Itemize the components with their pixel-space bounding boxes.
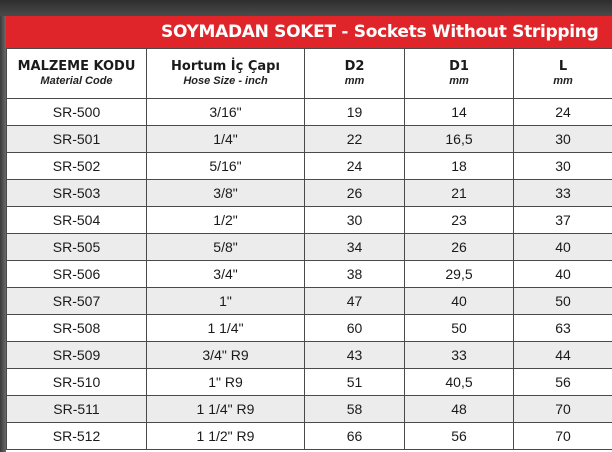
table-row bbox=[7, 369, 612, 396]
column-header-label: Hortum İç Çapı bbox=[171, 59, 280, 74]
cell-d1: 18 bbox=[405, 153, 514, 180]
cell-l: 37 bbox=[514, 207, 612, 234]
cell-material-code: SR-501 bbox=[7, 126, 147, 153]
cell-material-code: SR-511 bbox=[7, 396, 147, 423]
table-row bbox=[7, 207, 612, 234]
cell-d1: 16,5 bbox=[405, 126, 514, 153]
cell-hose-size: 1" bbox=[147, 288, 305, 315]
cell-hose-size: 1 1/4" R9 bbox=[147, 396, 305, 423]
cell-hose-size: 5/8" bbox=[147, 234, 305, 261]
table-body bbox=[7, 99, 612, 450]
cell-material-code: SR-504 bbox=[7, 207, 147, 234]
cell-material-code: SR-502 bbox=[7, 153, 147, 180]
sockets-spec-table bbox=[6, 48, 612, 450]
cell-d2: 47 bbox=[305, 288, 405, 315]
table-title: SOYMADAN SOKET - Sockets Without Stripping bbox=[161, 22, 599, 42]
column-header-sublabel: mm bbox=[344, 75, 365, 87]
cell-d2: 43 bbox=[305, 342, 405, 369]
column-header-sublabel: Hose Size - inch bbox=[183, 75, 268, 87]
cell-d1: 21 bbox=[405, 180, 514, 207]
column-header-material-code bbox=[7, 49, 147, 99]
table-row bbox=[7, 99, 612, 126]
cell-l: 44 bbox=[514, 342, 612, 369]
table-row bbox=[7, 126, 612, 153]
table-row bbox=[7, 261, 612, 288]
cell-d2: 58 bbox=[305, 396, 405, 423]
cell-d1: 33 bbox=[405, 342, 514, 369]
cell-material-code: SR-500 bbox=[7, 99, 147, 126]
cell-hose-size: 1/2" bbox=[147, 207, 305, 234]
cell-d2: 51 bbox=[305, 369, 405, 396]
cell-d2: 30 bbox=[305, 207, 405, 234]
top-dark-strip bbox=[0, 0, 612, 16]
cell-hose-size: 3/4" R9 bbox=[147, 342, 305, 369]
column-header-sublabel: mm bbox=[553, 75, 573, 87]
table-row bbox=[7, 342, 612, 369]
column-header-label: MALZEME KODU bbox=[17, 59, 136, 74]
cell-d1: 26 bbox=[405, 234, 514, 261]
cell-d1: 40,5 bbox=[405, 369, 514, 396]
cell-material-code: SR-510 bbox=[7, 369, 147, 396]
cell-material-code: SR-503 bbox=[7, 180, 147, 207]
cell-hose-size: 3/8" bbox=[147, 180, 305, 207]
cell-hose-size: 5/16" bbox=[147, 153, 305, 180]
cell-l: 40 bbox=[514, 261, 612, 288]
cell-l: 70 bbox=[514, 423, 612, 450]
cell-material-code: SR-508 bbox=[7, 315, 147, 342]
cell-l: 40 bbox=[514, 234, 612, 261]
table-row bbox=[7, 180, 612, 207]
cell-d1: 56 bbox=[405, 423, 514, 450]
table-row bbox=[7, 315, 612, 342]
column-header-label: D2 bbox=[344, 59, 365, 74]
cell-d1: 50 bbox=[405, 315, 514, 342]
table-title-banner bbox=[6, 16, 612, 48]
header-row bbox=[7, 49, 612, 99]
cell-d1: 48 bbox=[405, 396, 514, 423]
cell-d1: 40 bbox=[405, 288, 514, 315]
table-row bbox=[7, 153, 612, 180]
column-header-d1 bbox=[405, 49, 514, 99]
cell-d2: 34 bbox=[305, 234, 405, 261]
cell-material-code: SR-512 bbox=[7, 423, 147, 450]
column-header-sublabel: Material Code bbox=[40, 75, 113, 87]
cell-d1: 29,5 bbox=[405, 261, 514, 288]
table-row bbox=[7, 288, 612, 315]
table-row bbox=[7, 234, 612, 261]
cell-d2: 66 bbox=[305, 423, 405, 450]
cell-l: 30 bbox=[514, 126, 612, 153]
cell-d2: 60 bbox=[305, 315, 405, 342]
cell-d2: 26 bbox=[305, 180, 405, 207]
column-header-hose-size bbox=[147, 49, 305, 99]
cell-l: 63 bbox=[514, 315, 612, 342]
column-header-label: D1 bbox=[449, 59, 469, 74]
cell-hose-size: 1 1/2" R9 bbox=[147, 423, 305, 450]
cell-d1: 14 bbox=[405, 99, 514, 126]
column-header-sublabel: mm bbox=[449, 75, 469, 87]
column-header-label: L bbox=[558, 59, 568, 74]
cell-d2: 22 bbox=[305, 126, 405, 153]
table-row bbox=[7, 396, 612, 423]
cell-hose-size: 1/4" bbox=[147, 126, 305, 153]
cell-d2: 24 bbox=[305, 153, 405, 180]
column-header-l bbox=[514, 49, 612, 99]
column-header-d2 bbox=[305, 49, 405, 99]
cell-hose-size: 3/16" bbox=[147, 99, 305, 126]
cell-material-code: SR-506 bbox=[7, 261, 147, 288]
cell-hose-size: 3/4" bbox=[147, 261, 305, 288]
cell-l: 24 bbox=[514, 99, 612, 126]
cell-material-code: SR-509 bbox=[7, 342, 147, 369]
cell-hose-size: 1" R9 bbox=[147, 369, 305, 396]
cell-l: 33 bbox=[514, 180, 612, 207]
cell-l: 56 bbox=[514, 369, 612, 396]
cell-l: 30 bbox=[514, 153, 612, 180]
table-row bbox=[7, 423, 612, 450]
cell-material-code: SR-505 bbox=[7, 234, 147, 261]
cell-l: 70 bbox=[514, 396, 612, 423]
cell-d2: 38 bbox=[305, 261, 405, 288]
cell-d2: 19 bbox=[305, 99, 405, 126]
cell-material-code: SR-507 bbox=[7, 288, 147, 315]
cell-hose-size: 1 1/4" bbox=[147, 315, 305, 342]
cell-l: 50 bbox=[514, 288, 612, 315]
cell-d1: 23 bbox=[405, 207, 514, 234]
